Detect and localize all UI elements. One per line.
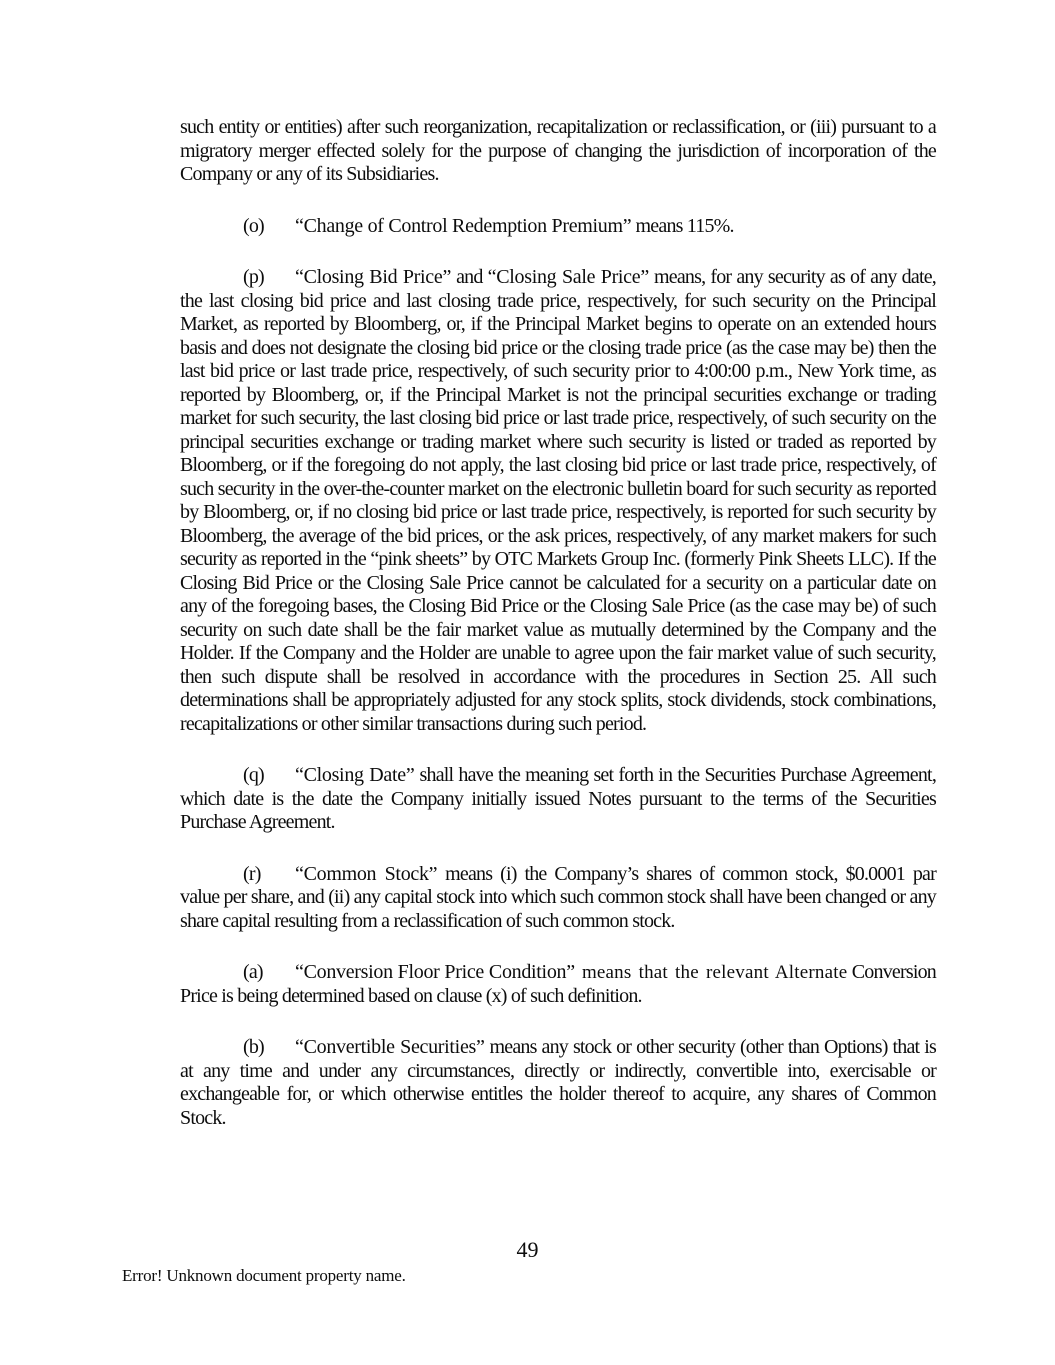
defined-term-common-stock: “Common Stock” (295, 862, 438, 885)
definition-paragraph-q (180, 764, 936, 835)
definition-text: means 115%. (631, 214, 734, 237)
definition-paragraph-a (180, 961, 936, 1008)
defined-term-conversion-floor-price-condition: “Conversion Floor Price Condition” (295, 961, 575, 983)
definition-text: means, for any security as of any date, the last closing bid price and last closing trade price, respectively, for such security on the Principal Market, as reported by Bloomberg, or, if the Principal Market begins to operate on an extended hours basis and does not designate the closing bid price or the closing trade price (as the case may be) then the last bid price or last trade price, respectively, of such security prior to 4:00:00 p.m., New York time, as reported by Bloomberg, or, if the Principal Market is not the principal securities exchange or trading market for such security, the last closing bid price or last trade price, respectively, of such security on the principal securities exchange or trading market where such security is listed or traded as reported by Bloomberg, or if the foregoing do not apply, the last closing bid price or last trade price, respectively, of such security in the over-the-counter market on the electronic bulletin board for such security as reported by Bloomberg, or, if no closing bid price or last trade price, respectively, is reported for such security by Bloomberg, the average of the bid prices, or the ask prices, respectively, of any market makers for such security as reported in the “pink sheets” by OTC Markets Group Inc. (formerly Pink Sheets LLC). If the Closing Bid Price or the Closing Sale Price cannot be calculated for a security on a particular date on any of the foregoing bases, the Closing Bid Price or the Closing Sale Price (as the case may be) of such security on such date shall be the fair market value as mutually determined by the Company and the Holder. If the Company and the Holder are unable to agree upon the fair market value of such security, then such dispute shall be resolved in accordance with the procedures in Section 25. All such determinations shall be appropriately adjusted for any stock splits, stock dividends, stock combinations, recapitalizations or other similar transactions during such period. (180, 266, 936, 735)
definition-text: means any stock or other security (other than Options) that is at any time and under any circumstances, directly or indirectly, convertible into, exercisable or exchangeable for, or which otherwise entitles the holder thereof to acquire, any shares of Common Stock. (180, 1036, 936, 1129)
defined-term-closing-bid-price: “Closing Bid Price” (295, 266, 452, 288)
definition-text-alt-font: means that the relevant Alternate (574, 962, 848, 983)
definition-paragraph-o (180, 215, 936, 239)
clause-label-o: (o) (243, 214, 264, 237)
clause-label-b: (b) (243, 1036, 264, 1058)
definition-paragraph-p (180, 266, 936, 736)
definition-paragraph-r (180, 863, 936, 934)
paragraph-continuation: such entity or entities) after such reorganization, recapitalization or reclassification, or (iii) pursuant to a migratory merger effected solely for the purpose of changing the jurisdiction of incorporation of the Company or any of its Subsidiaries. (180, 116, 936, 185)
footer-error-text: Error! Unknown document property name. (122, 1266, 406, 1285)
clause-label-p: (p) (243, 266, 264, 288)
defined-term-closing-date: “Closing Date” (295, 764, 415, 786)
defined-term-convertible-securities: “Convertible Securities” (295, 1036, 485, 1058)
definition-text: and (451, 266, 488, 288)
clause-label-a: (a) (243, 961, 263, 983)
document-body (180, 116, 936, 1158)
defined-term-change-of-control-redemption-premium: “Change of Control Redemption Premium” (295, 214, 632, 237)
definition-text: Conversion Price is being determined based on clause (x) of such definition. (180, 961, 936, 1007)
definition-text: means (i) the Company’s shares of common stock, $0.0001 par value per share, and (ii) any capital stock into which such common stock shall have been changed or any share capital resulting from a reclassification of such common stock. (180, 862, 936, 932)
clause-label-q: (q) (243, 764, 264, 786)
definition-paragraph-b (180, 1036, 936, 1130)
page-number: 49 (516, 1237, 539, 1262)
definition-text: shall have the meaning set forth in the Securities Purchase Agreement, which date is the date the Company initially issued Notes pursuant to the terms of the Securities Purchase Agreement. (180, 764, 937, 833)
defined-term-closing-sale-price: “Closing Sale Price” (487, 266, 649, 288)
clause-label-r: (r) (243, 862, 261, 885)
